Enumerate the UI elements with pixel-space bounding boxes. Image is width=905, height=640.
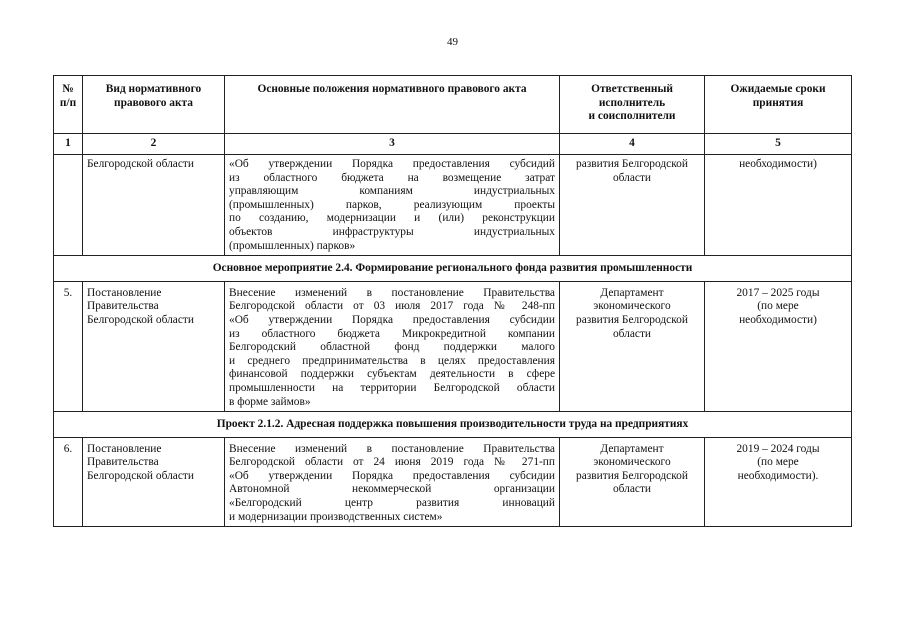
- column-number: 2: [83, 134, 225, 155]
- header-main-provisions: Основные положения нормативного правового акта: [225, 76, 560, 134]
- header-deadline: Ожидаемые сроки принятия: [705, 76, 852, 134]
- content-cell: «Об утверждении Порядка предоставления субсидий из областного бюджета на возмещение затрат управляющим компаниям индустриальных (промышленных) парков, реализующим проекты по созданию, модернизации и (или) реконструкции объектов инфраструктуры индустриальных (промышленных) парков»: [225, 155, 560, 256]
- header-number: № п/п: [54, 76, 83, 134]
- responsible-cell: Департамент экономического развития Белгородской области: [560, 281, 705, 411]
- row-number: [54, 155, 83, 256]
- row-number: 6.: [54, 437, 83, 527]
- table-row: [54, 437, 852, 527]
- table-header-row: [54, 76, 852, 134]
- column-number: 5: [705, 134, 852, 155]
- regulatory-acts-table: [53, 75, 852, 527]
- section-title: Основное мероприятие 2.4. Формирование регионального фонда развития промышленности: [54, 256, 852, 282]
- deadline-cell: 2019 – 2024 годы (по мере необходимости).: [705, 437, 852, 527]
- deadline-cell: 2017 – 2025 годы (по мере необходимости): [705, 281, 852, 411]
- table-row: [54, 155, 852, 256]
- responsible-cell: развития Белгородской области: [560, 155, 705, 256]
- column-number: 1: [54, 134, 83, 155]
- act-type-cell: Постановление Правительства Белгородской области: [83, 281, 225, 411]
- deadline-cell: необходимости): [705, 155, 852, 256]
- content-cell: Внесение изменений в постановление Правительства Белгородской области от 24 июня 2019 года № 271-пп «Об утверждении Порядка предоставления субсидии Автономной некоммерческой организации «Белгородский центр развития инноваций и модернизации производственных систем»: [225, 437, 560, 527]
- section-row: [54, 256, 852, 282]
- column-number: 3: [225, 134, 560, 155]
- row-number: 5.: [54, 281, 83, 411]
- header-act-type: Вид нормативного правового акта: [83, 76, 225, 134]
- act-type-cell: Постановление Правительства Белгородской области: [83, 437, 225, 527]
- section-row: [54, 412, 852, 438]
- section-title: Проект 2.1.2. Адресная поддержка повышения производительности труда на предприятиях: [54, 412, 852, 438]
- column-number: 4: [560, 134, 705, 155]
- act-type-cell: Белгородской области: [83, 155, 225, 256]
- column-number-row: [54, 134, 852, 155]
- header-responsible: Ответственный исполнитель и соисполнители: [560, 76, 705, 134]
- page-number: 49: [447, 36, 458, 48]
- table-row: [54, 281, 852, 411]
- content-cell: Внесение изменений в постановление Правительства Белгородской области от 03 июля 2017 года № 248-пп «Об утверждении Порядка предоставления субсидии из областного бюджета Микрокредитной компании Белгородский областной фонд поддержки малого и среднего предпринимательства в целях предоставления финансовой поддержки субъектам деятельности в сфере промышленности на территории Белгородской области в форме займов»: [225, 281, 560, 411]
- responsible-cell: Департамент экономического развития Белгородской области: [560, 437, 705, 527]
